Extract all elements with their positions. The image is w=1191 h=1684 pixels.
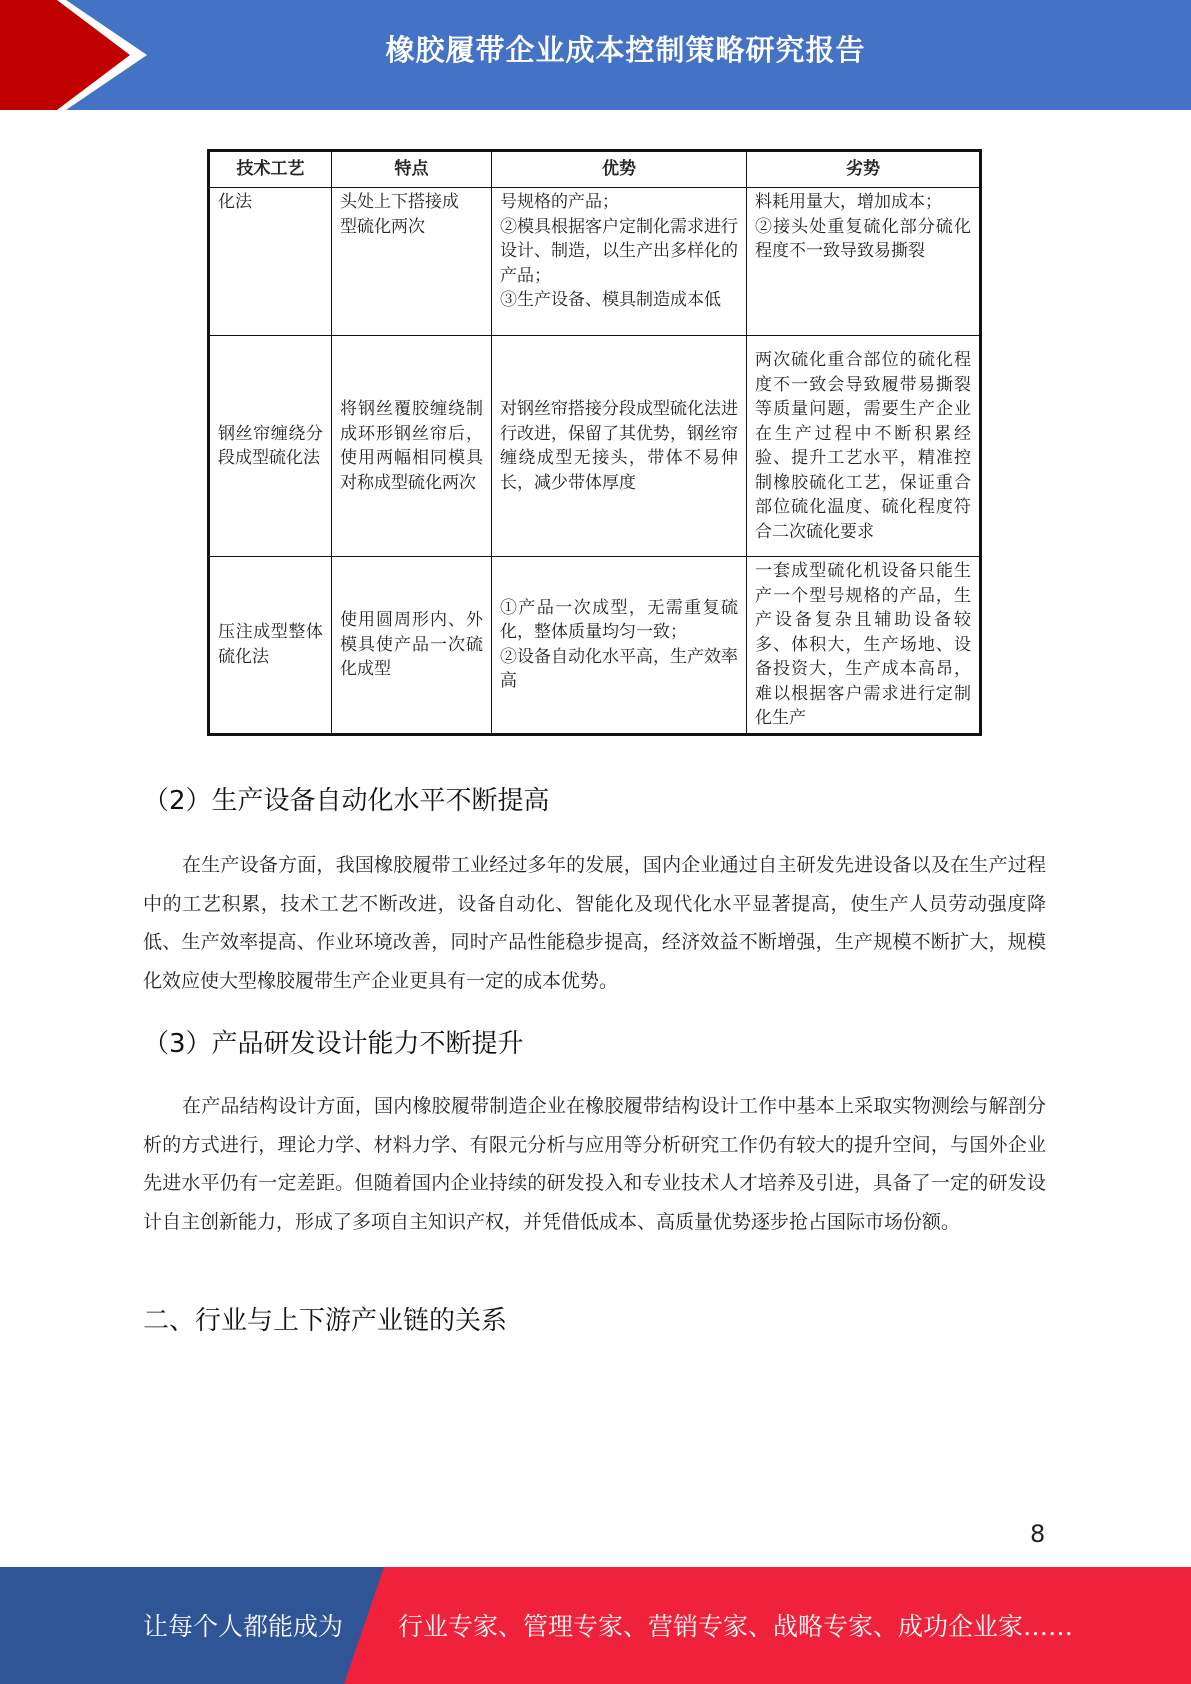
page-footer (0, 1567, 1191, 1684)
cell-feature: 头处上下搭接成 型硫化两次 (332, 188, 492, 336)
col-header-feature: 特点 (332, 151, 492, 188)
page-header (0, 0, 1191, 110)
table-header-row (209, 151, 981, 188)
cell-disadvantage: 一套成型硫化机设备只能生产一个型号规格的产品，生产设备复杂且辅助设备较多、体积大，生产场地、设备投资大，生产成本高昂，难以根据客户需求进行定制化生产 (747, 557, 981, 735)
table-row (209, 557, 981, 735)
footer-slogan-left: 让每个人都能成为 (143, 1612, 344, 1641)
cell-feature: 使用圆周形内、外模具使产品一次硫化成型 (332, 557, 492, 735)
section-heading-automation: （2）生产设备自动化水平不断提高 (143, 786, 550, 816)
cell-process: 化法 (209, 188, 332, 336)
col-header-disadvantage: 劣势 (747, 151, 981, 188)
table-row (209, 188, 981, 336)
table-row (209, 336, 981, 557)
paragraph-rnd: 在产品结构设计方面，国内橡胶履带制造企业在橡胶履带结构设计工作中基本上采取实物测绘与解剖分析的方式进行，理论力学、材料力学、有限元分析与应用等分析研究工作仍有较大的提升空间，与国外企业先进水平仍有一定差距。但随着国内企业持续的研发投入和专业技术人才培养及引进，具备了一定的研发设计自主创新能力，形成了多项自主知识产权，并凭借低成本、高质量优势逐步抢占国际市场份额。 (143, 1095, 1046, 1233)
chapter-heading-industry-chain: 二、行业与上下游产业链的关系 (143, 1306, 508, 1336)
cell-disadvantage: 料耗用量大，增加成本； ②接头处重复硫化部分硫化程度不一致导致易撕裂 (747, 188, 981, 336)
cell-disadvantage: 两次硫化重合部位的硫化程度不一致会导致履带易撕裂等质量问题，需要生产企业在生产过程中不断积累经验、提升工艺水平，精准控制橡胶硫化工艺，保证重合部位硫化温度、硫化程度符合二次硫化要求 (747, 336, 981, 557)
cell-process: 钢丝帘缠绕分段成型硫化法 (209, 336, 332, 557)
cell-advantage: 号规格的产品； ②模具根据客户定制化需求进行设计、制造，以生产出多样化的产品； ③生产设备、模具制造成本低 (492, 188, 747, 336)
cell-feature: 将钢丝覆胶缠绕制成环形钢丝帘后，使用两幅相同模具对称成型硫化两次 (332, 336, 492, 557)
section-heading-rnd: （3）产品研发设计能力不断提升 (143, 1029, 524, 1059)
col-header-process: 技术工艺 (209, 151, 332, 188)
cell-advantage: ①产品一次成型，无需重复硫化，整体质量均匀一致； ②设备自动化水平高，生产效率高 (492, 557, 747, 735)
process-comparison-table (207, 149, 982, 736)
paragraph-automation: 在生产设备方面，我国橡胶履带工业经过多年的发展，国内企业通过自主研发先进设备以及在生产过程中的工艺积累，技术工艺不断改进，设备自动化、智能化及现代化水平显著提高，使生产人员劳动强度降低、生产效率提高、作业环境改善，同时产品性能稳步提高，经济效益不断增强，生产规模不断扩大，规模化效应使大型橡胶履带生产企业更具有一定的成本优势。 (143, 854, 1046, 992)
footer-slogan-right: 行业专家、管理专家、营销专家、战略专家、成功企业家…… (398, 1612, 1074, 1641)
report-title: 橡胶履带企业成本控制策略研究报告 (385, 33, 866, 67)
col-header-advantage: 优势 (492, 151, 747, 188)
cell-process: 压注成型整体硫化法 (209, 557, 332, 735)
page-number: 8 (1030, 1520, 1046, 1548)
cell-advantage: 对钢丝帘搭接分段成型硫化法进行改进，保留了其优势，钢丝帘缠绕成型无接头，带体不易伸长，减少带体厚度 (492, 336, 747, 557)
